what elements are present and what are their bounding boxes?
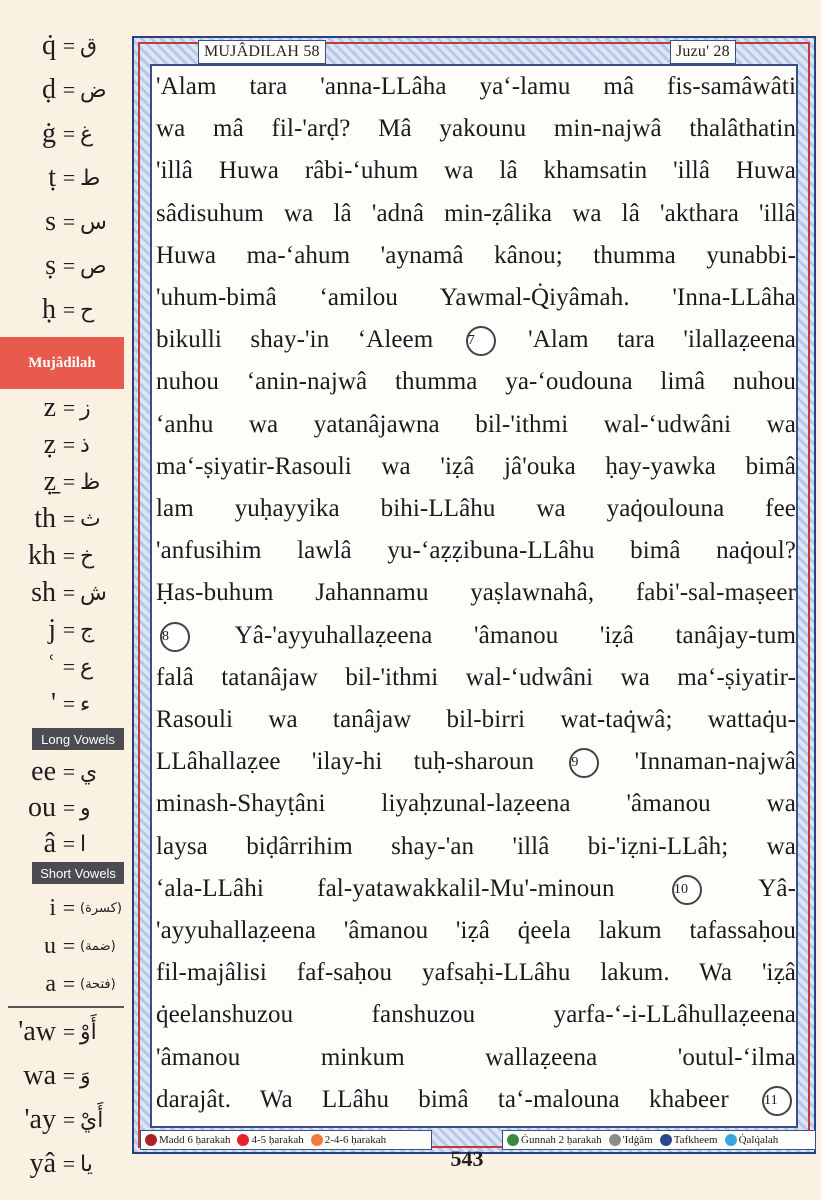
verse-line: falâ tatanâjaw bil-'ithmi wal-‘udwâni wa ma‘-ṣiyatir- — [156, 663, 796, 691]
key-arabic: ح — [80, 297, 95, 323]
key-arabic: ط — [80, 165, 101, 191]
verse-line: lam yuḥayyika bihi-LLâhu wa yaq̇oulouna fee — [156, 495, 796, 522]
key-arabic: ي — [80, 759, 98, 785]
legend-label: Ġunnah 2 ḥarakah — [521, 1134, 602, 1146]
key-arabic: ظ — [80, 469, 101, 495]
key-equals: = — [62, 933, 76, 958]
key-latin: th — [34, 503, 56, 534]
verse-number-marker: 10 — [672, 875, 702, 905]
key-latin: ḍ — [42, 74, 56, 105]
verse-number-marker: 11 — [762, 1086, 792, 1116]
legend-color-dot — [609, 1134, 621, 1146]
key-equals: = — [62, 971, 76, 996]
key-arabic: ع — [80, 654, 94, 680]
key-row — [0, 388, 128, 428]
verse-line: laysa biḍârrihim shay-'an 'illâ bi-'iẓni-LLâh; wa — [156, 832, 796, 860]
key-equals: = — [62, 617, 76, 642]
key-latin: a — [45, 970, 56, 997]
key-arabic: و — [80, 795, 91, 821]
key-equals: = — [62, 209, 76, 234]
key-divider — [8, 1006, 124, 1008]
verse-line: q̇eelanshuzou fanshuzou yarfa-‘-i-LLâhullaẓeena — [156, 1001, 796, 1029]
key-equals: = — [62, 1107, 76, 1132]
key-arabic: غ — [80, 121, 94, 147]
key-arabic: ق — [80, 33, 98, 59]
key-latin: z — [43, 392, 56, 423]
key-latin: â — [43, 828, 56, 859]
key-latin: ou — [28, 792, 56, 823]
legend-label: Tafkheem — [673, 1134, 718, 1146]
legend-item — [237, 1134, 303, 1146]
key-arabic: (كسرة) — [80, 900, 122, 916]
key-latin: ẓ̱ — [43, 466, 56, 497]
legend-label: 4-5 ḥarakah — [251, 1134, 304, 1146]
key-row — [0, 752, 128, 792]
key-arabic: ز — [80, 395, 91, 421]
legend-label: Madd 6 ḥarakah — [159, 1134, 231, 1146]
key-row — [0, 1056, 128, 1096]
key-equals: = — [62, 121, 76, 146]
legend-color-dot — [237, 1134, 249, 1146]
verse-line: darajât. Wa LLâhu bimâ ta‘-malouna khabeer 11 — [156, 1079, 796, 1121]
verse-number-marker: 9 — [569, 748, 599, 778]
key-row — [0, 573, 128, 613]
key-equals: = — [62, 297, 76, 322]
key-arabic: ذ — [80, 432, 90, 458]
legend-color-dot — [311, 1134, 323, 1146]
legend-color-dot — [725, 1134, 737, 1146]
key-latin: 'ay — [24, 1104, 56, 1135]
verse-line: LLâhallaẓee 'ilay-hi tuḥ-sharoun 9 'Innaman-najwâ — [156, 741, 796, 783]
verse-line: nuhou ‘anin-najwâ thumma ya-‘oudouna limâ nuhou — [156, 368, 796, 396]
key-row — [0, 610, 128, 650]
key-latin: 'aw — [18, 1016, 56, 1047]
verse-line: 'ayyuhallaẓeena 'âmanou 'iẓâ q̇eela lakum tafassaḥou — [156, 917, 796, 944]
verse-line: 'anfusihim lawlâ yu-‘aẓẓibuna-LLâhu bimâ naq̇oul? — [156, 537, 796, 565]
verse-line: minash-Shayṭâni liyaḥzunal-laẓeena 'âmanou wa — [156, 790, 796, 818]
key-row — [0, 824, 128, 864]
key-latin: ee — [31, 756, 56, 787]
key-arabic: أَيْ — [80, 1107, 104, 1133]
verse-line: sâdisuhum wa lâ 'adnâ min-ẓâlika wa lâ 'akthara 'illâ — [156, 199, 796, 227]
key-arabic: (ضمة) — [80, 938, 116, 954]
key-row — [0, 926, 128, 966]
key-row — [0, 246, 128, 286]
legend-item — [311, 1134, 386, 1146]
key-row — [0, 788, 128, 828]
key-equals: = — [62, 1151, 76, 1176]
key-row — [0, 114, 128, 154]
key-equals: = — [62, 831, 76, 856]
key-arabic: س — [80, 209, 107, 235]
key-arabic: أَوْ — [80, 1019, 97, 1045]
key-row — [0, 158, 128, 198]
surah-banner: Mujâdilah — [0, 337, 124, 389]
key-row — [0, 684, 128, 724]
key-row — [0, 290, 128, 330]
key-equals: = — [62, 1019, 76, 1044]
legend-item — [145, 1134, 230, 1146]
long-vowels-heading: Long Vowels — [32, 728, 124, 750]
key-latin: i — [49, 894, 56, 921]
key-equals: = — [62, 654, 76, 679]
legend-color-dot — [660, 1134, 672, 1146]
verse-line: fil-majâlisi faf-saḥou yafsaḥi-LLâhu lakum. Wa 'iẓâ — [156, 959, 796, 987]
legend-item — [725, 1134, 779, 1146]
verse-line: wa mâ fil-'arḍ? Mâ yakounu min-najwâ thalâthatin — [156, 115, 796, 143]
verse-line: Rasouli wa tanâjaw bil-birri wat-taq̇wâ; wattaq̇u- — [156, 706, 796, 733]
verse-line: 8 Yâ-'ayyuhallaẓeena 'âmanou 'iẓâ tanâjay-tum — [156, 615, 796, 657]
transliteration-key — [0, 0, 128, 1200]
key-equals: = — [62, 580, 76, 605]
key-latin: ṣ — [45, 250, 56, 281]
verse-number-marker: 8 — [160, 622, 190, 652]
key-latin: ġ — [42, 118, 56, 149]
key-latin: ṭ — [48, 162, 56, 193]
key-equals: = — [62, 253, 76, 278]
key-arabic: يا — [80, 1151, 93, 1177]
legend-label: 'Idġâm — [622, 1134, 653, 1146]
short-vowels-heading: Short Vowels — [32, 862, 124, 884]
legend-label: Q̇alq̇alah — [738, 1134, 779, 1146]
verse-line: ma‘-ṣiyatir-Rasouli wa 'iẓâ jâ'ouka ḥay-yawka bimâ — [156, 452, 796, 480]
key-equals: = — [62, 469, 76, 494]
key-equals: = — [62, 1063, 76, 1088]
key-arabic: ا — [80, 831, 87, 857]
key-arabic: ث — [80, 506, 101, 532]
key-latin: u — [44, 932, 56, 959]
key-row — [0, 964, 128, 1004]
key-equals: = — [62, 691, 76, 716]
legend-color-dot — [507, 1134, 519, 1146]
verse-number-marker: 7 — [466, 326, 496, 356]
key-row — [0, 647, 128, 687]
key-row — [0, 70, 128, 110]
key-latin: ʿ — [46, 651, 56, 682]
key-latin: yâ — [29, 1148, 56, 1179]
verse-line: 'illâ Huwa râbi-‘uhum wa lâ khamsatin 'illâ Huwa — [156, 157, 796, 185]
key-latin: sh — [31, 577, 56, 608]
key-arabic: ء — [80, 691, 91, 717]
verse-line: Huwa ma-‘ahum 'aynamâ kânou; thumma yunabbi- — [156, 241, 796, 269]
key-row — [0, 26, 128, 66]
legend-item — [609, 1134, 653, 1146]
key-latin: ḥ — [42, 294, 56, 325]
key-latin: q̇ — [42, 30, 56, 61]
key-equals: = — [62, 395, 76, 420]
verse-line: bikulli shay-'in ‘Aleem 7 'Alam tara 'ilallaẓeena — [156, 319, 796, 361]
key-latin: kh — [28, 540, 56, 571]
legend-color-dot — [145, 1134, 157, 1146]
page-number: 543 — [450, 1146, 484, 1171]
key-row — [0, 499, 128, 539]
key-equals: = — [62, 77, 76, 102]
key-row — [0, 1012, 128, 1052]
key-row — [0, 1100, 128, 1140]
key-latin: s — [45, 206, 56, 237]
verse-line: Ḥas-buhum Jahannamu yaṣlawnahâ, fabi'-sal-maṣeer — [156, 579, 796, 607]
key-equals: = — [62, 432, 76, 457]
surah-header: MUJÂDILAH 58 — [198, 40, 326, 64]
key-arabic: ض — [80, 77, 107, 103]
legend-label: 2-4-6 ḥarakah — [324, 1134, 387, 1146]
key-arabic: وَ — [80, 1063, 91, 1089]
tajweed-legend-other — [502, 1130, 816, 1150]
verse-line: ‘ala-LLâhi fal-yatawakkalil-Mu'-minoun 10 Yâ- — [156, 868, 796, 910]
key-equals: = — [62, 795, 76, 820]
key-equals: = — [62, 506, 76, 531]
key-arabic: ج — [80, 617, 95, 643]
key-row — [0, 536, 128, 576]
verse-line: ‘anhu wa yatanâjawna bil-'ithmi wal-‘udwâni wa — [156, 410, 796, 438]
key-row — [0, 202, 128, 242]
legend-item — [507, 1134, 602, 1146]
juz-header: Juzu' 28 — [670, 40, 736, 64]
tajweed-legend-madd — [140, 1130, 432, 1150]
key-equals: = — [62, 543, 76, 568]
key-arabic: (فتحة) — [80, 976, 116, 992]
key-row — [0, 888, 128, 928]
key-arabic: ش — [80, 580, 107, 606]
key-equals: = — [62, 33, 76, 58]
key-equals: = — [62, 895, 76, 920]
key-latin: wa — [23, 1060, 56, 1091]
key-equals: = — [62, 165, 76, 190]
verse-line: 'Alam tara 'anna-LLâha ya‘-lamu mâ fis-samâwâti — [156, 73, 796, 100]
key-latin: ' — [50, 688, 56, 719]
key-row — [0, 425, 128, 465]
key-arabic: ص — [80, 253, 107, 279]
key-arabic: خ — [80, 543, 95, 569]
verse-line: 'âmanou minkum wallaẓeena 'outul-‘ilma — [156, 1043, 796, 1071]
key-latin: j — [48, 614, 56, 645]
legend-item — [660, 1134, 718, 1146]
key-row — [0, 1144, 128, 1184]
key-equals: = — [62, 759, 76, 784]
key-row — [0, 462, 128, 502]
key-latin: ẓ — [43, 429, 56, 460]
verse-line: 'uhum-bimâ ‘amilou Yawmal-Q̇iyâmah. 'Inna-LLâha — [156, 284, 796, 311]
